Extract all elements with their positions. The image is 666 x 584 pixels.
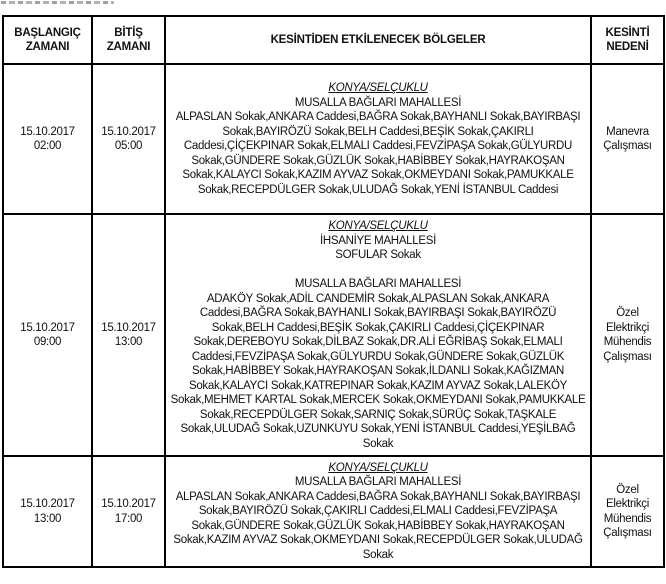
reason-cell: Özel Elektrikçi Mühendis Çalışması bbox=[591, 456, 664, 567]
end-time: 13:00 bbox=[114, 336, 143, 348]
header-start-time: BAŞLANGIÇ ZAMANI bbox=[3, 16, 92, 64]
header-affected-regions: KESİNTİDEN ETKİLENECEK BÖLGELER bbox=[165, 16, 591, 64]
table-row bbox=[3, 214, 664, 456]
regions-cell bbox=[165, 456, 591, 567]
neighborhood-group bbox=[170, 96, 586, 198]
start-time: 13:00 bbox=[33, 512, 62, 525]
reason-cell: Özel Elektrikçi Mühendis Çalışması bbox=[591, 214, 664, 456]
neighborhood-label: MUSALLA BAĞLARI MAHALLESİ bbox=[294, 278, 462, 290]
start-time-cell bbox=[3, 64, 92, 214]
regions-cell bbox=[165, 64, 591, 214]
neighborhood-label: MUSALLA BAĞLARI MAHALLESİ bbox=[294, 96, 462, 109]
neighborhood-group bbox=[170, 234, 586, 263]
header-outage-reason: KESİNTİ NEDENİ bbox=[591, 16, 664, 64]
table-row bbox=[3, 456, 664, 567]
end-time-cell bbox=[92, 456, 165, 567]
streets-text: ALPASLAN Sokak,ANKARA Caddesi,BAĞRA Sokak,BAYHANLI Sokak,BAYIRBAŞI Sokak,BAYIRÖZÜ Sokak,ÇAKIRLI Caddesi,ELMALI Caddesi,FEVZİPAŞA Sokak,GÜNDERE Sokak,GÜZLÜK Sokak,HABİBBEY Sokak,HAYRAKOŞAN Sokak,KAZIM AYVAZ Sokak,OKMEYDANI Sokak,RECEPDÜLGER Sokak,ULUDAĞ Sokak bbox=[173, 490, 583, 561]
start-time: 09:00 bbox=[33, 336, 62, 348]
neighborhood-label: İHSANİYE MAHALLESİ bbox=[319, 234, 437, 247]
reason-cell: Manevra Çalışması bbox=[591, 64, 664, 214]
regions-cell bbox=[165, 214, 591, 456]
start-time-cell bbox=[3, 456, 92, 567]
header-end-time: BİTİŞ ZAMANI bbox=[92, 16, 165, 64]
end-date: 15.10.2017 bbox=[101, 125, 156, 138]
district-label: KONYA/SELÇUKLU bbox=[328, 82, 428, 94]
start-time: 02:00 bbox=[33, 140, 62, 152]
start-date: 15.10.2017 bbox=[20, 321, 75, 334]
end-date: 15.10.2017 bbox=[101, 321, 156, 334]
outage-table bbox=[2, 15, 665, 568]
end-time-cell bbox=[92, 64, 165, 214]
start-date: 15.10.2017 bbox=[20, 125, 75, 138]
neighborhood-label: MUSALLA BAĞLARI MAHALLESİ bbox=[294, 476, 462, 489]
streets-text: SOFULAR Sokak bbox=[335, 249, 421, 261]
streets-text: ADAKÖY Sokak,ADİL CANDEMİR Sokak,ALPASLAN Sokak,ANKARA Caddesi,BAĞRA Sokak,BAYHANLI Sokak,BAYIRBAŞI Sokak,BAYIRÖZÜ Sokak,BELH Caddesi,BEŞİK Sokak,ÇAKIRLI Caddesi,ÇİÇEKPINAR Sokak,DEREBOYU Sokak,DİLBAZ Sokak,DR.ALİ EĞRİBAŞ Sokak,ELMALI Caddesi,FEVZİPAŞA Sokak,GÜLYURDU Sokak,GÜNDERE Sokak,GÜZLÜK Sokak,HABİBBEY Sokak,HAYRAKOŞAN Sokak,İLDANLI Sokak,KAĞIZMAN Sokak,KALAYCI Sokak,KATREPINAR Sokak,KAZIM AYVAZ Sokak,LALEKÖY Sokak,MEHMET KARTAL Sokak,MERCEK Sokak,OKMEYDANI Sokak,PAMUKKALE Sokak,RECEPDÜLGER Sokak,SARNIÇ Sokak,SÜRÜÇ Sokak,TAŞKALE Sokak,ULUDAĞ Sokak,UZUNKUYU Sokak,YENİ İSTANBUL Caddesi,YEŞİLBAĞ Sokak bbox=[170, 292, 586, 450]
streets-text: ALPASLAN Sokak,ANKARA Caddesi,BAĞRA Sokak,BAYHANLI Sokak,BAYIRBAŞI Sokak,BAYIRÖZÜ Sokak,BELH Caddesi,BEŞİK Sokak,ÇAKIRLI Caddesi,ÇİÇEKPINAR Sokak,ELMALI Caddesi,FEVZİPAŞA Sokak,GÜLYURDU Sokak,GÜNDERE Sokak,GÜZLÜK Sokak,HABİBBEY Sokak,HAYRAKOŞAN Sokak,KALAYCI Sokak,KAZIM AYVAZ Sokak,OKMEYDANI Sokak,PAMUKKALE Sokak,RECEPDÜLGER Sokak,ULUDAĞ Sokak,YENİ İSTANBUL Caddesi bbox=[175, 111, 581, 196]
end-date: 15.10.2017 bbox=[101, 498, 156, 510]
table-row bbox=[3, 64, 664, 214]
neighborhood-group bbox=[170, 277, 586, 451]
start-time-cell bbox=[3, 214, 92, 456]
start-date: 15.10.2017 bbox=[20, 498, 75, 510]
end-time: 17:00 bbox=[114, 512, 143, 525]
neighborhood-group bbox=[170, 475, 586, 562]
district-label: KONYA/SELÇUKLU bbox=[328, 461, 428, 474]
header-row bbox=[3, 16, 664, 64]
district-label: KONYA/SELÇUKLU bbox=[328, 220, 428, 232]
end-time-cell bbox=[92, 214, 165, 456]
end-time: 05:00 bbox=[114, 140, 143, 152]
clipped-text-fragment bbox=[1, 1, 114, 4]
